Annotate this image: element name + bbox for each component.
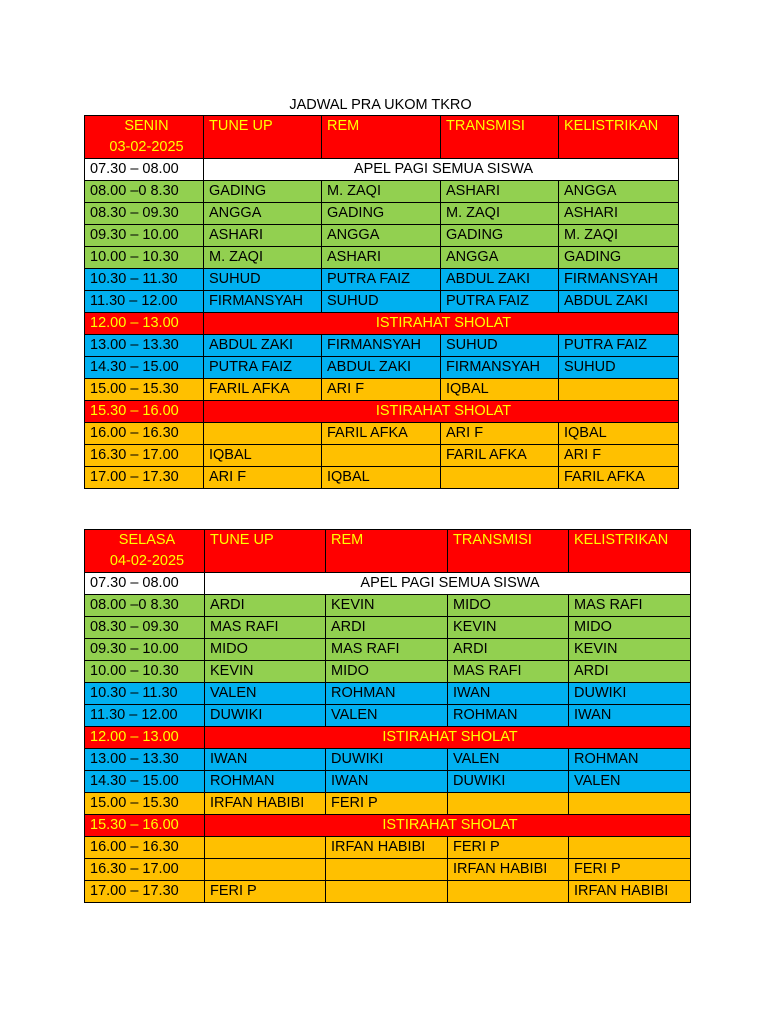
student-cell: ANGGA (559, 181, 679, 203)
student-cell: FARIL AFKA (322, 423, 441, 445)
student-cell: ROHMAN (326, 683, 448, 705)
student-cell: SUHUD (559, 357, 679, 379)
student-cell: IWAN (205, 749, 326, 771)
student-cell: ASHARI (322, 247, 441, 269)
time-cell: 09.30 – 10.00 (85, 225, 204, 247)
time-cell: 16.00 – 16.30 (85, 837, 205, 859)
student-cell: MAS RAFI (326, 639, 448, 661)
page-title: JADWAL PRA UKOM TKRO (289, 97, 472, 113)
student-cell: FIRMANSYAH (441, 357, 559, 379)
student-cell: IQBAL (322, 467, 441, 489)
student-cell: FARIL AFKA (559, 467, 679, 489)
time-cell: 11.30 – 12.00 (85, 705, 205, 727)
schedule-row (85, 357, 679, 379)
time-cell: 10.00 – 10.30 (85, 247, 204, 269)
student-cell: MIDO (326, 661, 448, 683)
schedule-row (85, 203, 679, 225)
break-label: ISTIRAHAT SHOLAT (205, 727, 691, 749)
time-cell: 17.00 – 17.30 (85, 881, 205, 903)
header-row (85, 530, 691, 573)
assembly-label: APEL PAGI SEMUA SISWA (205, 573, 691, 595)
time-cell: 08.00 –0 8.30 (85, 181, 204, 203)
column-header: TRANSMISI (441, 116, 559, 159)
student-cell: MIDO (569, 617, 691, 639)
student-cell: FERI P (205, 881, 326, 903)
student-cell (448, 793, 569, 815)
student-cell: VALEN (569, 771, 691, 793)
schedule-row (85, 573, 691, 595)
student-cell: ARI F (322, 379, 441, 401)
schedule-row (85, 181, 679, 203)
student-cell: VALEN (205, 683, 326, 705)
time-cell: 12.00 – 13.00 (85, 313, 204, 335)
student-cell: ANGGA (322, 225, 441, 247)
schedule-row (85, 247, 679, 269)
student-cell (205, 837, 326, 859)
schedule-row (85, 771, 691, 793)
student-cell: SUHUD (204, 269, 322, 291)
schedule-row (85, 595, 691, 617)
time-cell: 15.00 – 15.30 (85, 379, 204, 401)
student-cell: DUWIKI (326, 749, 448, 771)
student-cell (326, 881, 448, 903)
time-cell: 07.30 – 08.00 (85, 573, 205, 595)
student-cell: ROHMAN (448, 705, 569, 727)
column-header: KELISTRIKAN (569, 530, 691, 573)
schedule-row (85, 683, 691, 705)
schedule-row (85, 335, 679, 357)
time-cell: 15.30 – 16.00 (85, 401, 204, 423)
student-cell: ARI F (441, 423, 559, 445)
time-cell: 08.30 – 09.30 (85, 203, 204, 225)
day-date: 03-02-2025 (109, 139, 184, 155)
student-cell: ARDI (569, 661, 691, 683)
student-cell: DUWIKI (448, 771, 569, 793)
day-cell (85, 530, 205, 573)
student-cell (204, 423, 322, 445)
student-cell: DUWIKI (205, 705, 326, 727)
column-header: TUNE UP (204, 116, 322, 159)
time-cell: 10.30 – 11.30 (85, 269, 204, 291)
student-cell (569, 837, 691, 859)
schedule-table-selasa (84, 529, 691, 903)
student-cell: ABDUL ZAKI (441, 269, 559, 291)
column-header: TRANSMISI (448, 530, 569, 573)
student-cell: FIRMANSYAH (559, 269, 679, 291)
student-cell: PUTRA FAIZ (322, 269, 441, 291)
student-cell: DUWIKI (569, 683, 691, 705)
time-cell: 17.00 – 17.30 (85, 467, 204, 489)
student-cell: ANGGA (441, 247, 559, 269)
schedule-table-senin (84, 115, 679, 489)
student-cell: M. ZAQI (322, 181, 441, 203)
student-cell (569, 793, 691, 815)
student-cell: IQBAL (559, 423, 679, 445)
student-cell: PUTRA FAIZ (204, 357, 322, 379)
break-row (85, 313, 679, 335)
student-cell: IRFAN HABIBI (569, 881, 691, 903)
student-cell: M. ZAQI (441, 203, 559, 225)
schedule-row (85, 445, 679, 467)
student-cell: MAS RAFI (569, 595, 691, 617)
break-label: ISTIRAHAT SHOLAT (205, 815, 691, 837)
student-cell: ARDI (326, 617, 448, 639)
student-cell (441, 467, 559, 489)
student-cell: MIDO (205, 639, 326, 661)
time-cell: 12.00 – 13.00 (85, 727, 205, 749)
schedule-row (85, 793, 691, 815)
student-cell: KEVIN (569, 639, 691, 661)
student-cell: ARDI (448, 639, 569, 661)
schedule-row (85, 423, 679, 445)
schedule-row (85, 379, 679, 401)
column-header: KELISTRIKAN (559, 116, 679, 159)
student-cell: ASHARI (441, 181, 559, 203)
student-cell (322, 445, 441, 467)
student-cell: FERI P (326, 793, 448, 815)
column-header: REM (326, 530, 448, 573)
break-label: ISTIRAHAT SHOLAT (204, 313, 679, 335)
time-cell: 15.30 – 16.00 (85, 815, 205, 837)
schedule-row (85, 467, 679, 489)
schedule-row (85, 291, 679, 313)
student-cell: M. ZAQI (559, 225, 679, 247)
student-cell: PUTRA FAIZ (441, 291, 559, 313)
schedule-row (85, 837, 691, 859)
day-cell (85, 116, 204, 159)
student-cell (448, 881, 569, 903)
break-label: ISTIRAHAT SHOLAT (204, 401, 679, 423)
student-cell: GADING (559, 247, 679, 269)
schedule-row (85, 269, 679, 291)
schedule-row (85, 749, 691, 771)
student-cell: SUHUD (322, 291, 441, 313)
student-cell: IWAN (569, 705, 691, 727)
time-cell: 13.00 – 13.30 (85, 335, 204, 357)
time-cell: 14.30 – 15.00 (85, 771, 205, 793)
student-cell: FIRMANSYAH (322, 335, 441, 357)
column-header: TUNE UP (205, 530, 326, 573)
break-row (85, 815, 691, 837)
break-row (85, 727, 691, 749)
student-cell: ASHARI (559, 203, 679, 225)
student-cell: ARI F (204, 467, 322, 489)
student-cell: ABDUL ZAKI (559, 291, 679, 313)
header-row (85, 116, 679, 159)
time-cell: 16.00 – 16.30 (85, 423, 204, 445)
schedule-row (85, 159, 679, 181)
student-cell: FIRMANSYAH (204, 291, 322, 313)
student-cell: IWAN (326, 771, 448, 793)
student-cell: IRFAN HABIBI (448, 859, 569, 881)
time-cell: 13.00 – 13.30 (85, 749, 205, 771)
student-cell: ABDUL ZAKI (204, 335, 322, 357)
student-cell: GADING (204, 181, 322, 203)
student-cell: MAS RAFI (448, 661, 569, 683)
student-cell: ASHARI (204, 225, 322, 247)
student-cell: SUHUD (441, 335, 559, 357)
student-cell: GADING (441, 225, 559, 247)
day-name: SELASA (118, 532, 176, 548)
student-cell: ARI F (559, 445, 679, 467)
student-cell: ROHMAN (205, 771, 326, 793)
student-cell: IQBAL (441, 379, 559, 401)
student-cell: KEVIN (448, 617, 569, 639)
time-cell: 10.00 – 10.30 (85, 661, 205, 683)
time-cell: 11.30 – 12.00 (85, 291, 204, 313)
student-cell: PUTRA FAIZ (559, 335, 679, 357)
day-date: 04-02-2025 (109, 553, 185, 569)
schedule-row (85, 881, 691, 903)
student-cell: M. ZAQI (204, 247, 322, 269)
student-cell: ROHMAN (569, 749, 691, 771)
student-cell: IWAN (448, 683, 569, 705)
student-cell: VALEN (448, 749, 569, 771)
assembly-label: APEL PAGI SEMUA SISWA (204, 159, 679, 181)
student-cell: ABDUL ZAKI (322, 357, 441, 379)
student-cell: IRFAN HABIBI (326, 837, 448, 859)
student-cell (326, 859, 448, 881)
student-cell: ANGGA (204, 203, 322, 225)
time-cell: 10.30 – 11.30 (85, 683, 205, 705)
student-cell: VALEN (326, 705, 448, 727)
student-cell: FARIL AFKA (204, 379, 322, 401)
student-cell (559, 379, 679, 401)
student-cell: MIDO (448, 595, 569, 617)
student-cell: IRFAN HABIBI (205, 793, 326, 815)
student-cell: KEVIN (205, 661, 326, 683)
student-cell: GADING (322, 203, 441, 225)
student-cell: ARDI (205, 595, 326, 617)
student-cell: FERI P (569, 859, 691, 881)
time-cell: 08.30 – 09.30 (85, 617, 205, 639)
student-cell: IQBAL (204, 445, 322, 467)
time-cell: 15.00 – 15.30 (85, 793, 205, 815)
student-cell (205, 859, 326, 881)
schedule-row (85, 225, 679, 247)
student-cell: FERI P (448, 837, 569, 859)
time-cell: 07.30 – 08.00 (85, 159, 204, 181)
student-cell: FARIL AFKA (441, 445, 559, 467)
time-cell: 16.30 – 17.00 (85, 859, 205, 881)
day-name: SENIN (124, 118, 169, 134)
time-cell: 09.30 – 10.00 (85, 639, 205, 661)
student-cell: KEVIN (326, 595, 448, 617)
schedule-row (85, 639, 691, 661)
time-cell: 14.30 – 15.00 (85, 357, 204, 379)
column-header: REM (322, 116, 441, 159)
student-cell: MAS RAFI (205, 617, 326, 639)
schedule-row (85, 705, 691, 727)
schedule-row (85, 859, 691, 881)
time-cell: 08.00 –0 8.30 (85, 595, 205, 617)
schedule-row (85, 661, 691, 683)
break-row (85, 401, 679, 423)
schedule-row (85, 617, 691, 639)
time-cell: 16.30 – 17.00 (85, 445, 204, 467)
